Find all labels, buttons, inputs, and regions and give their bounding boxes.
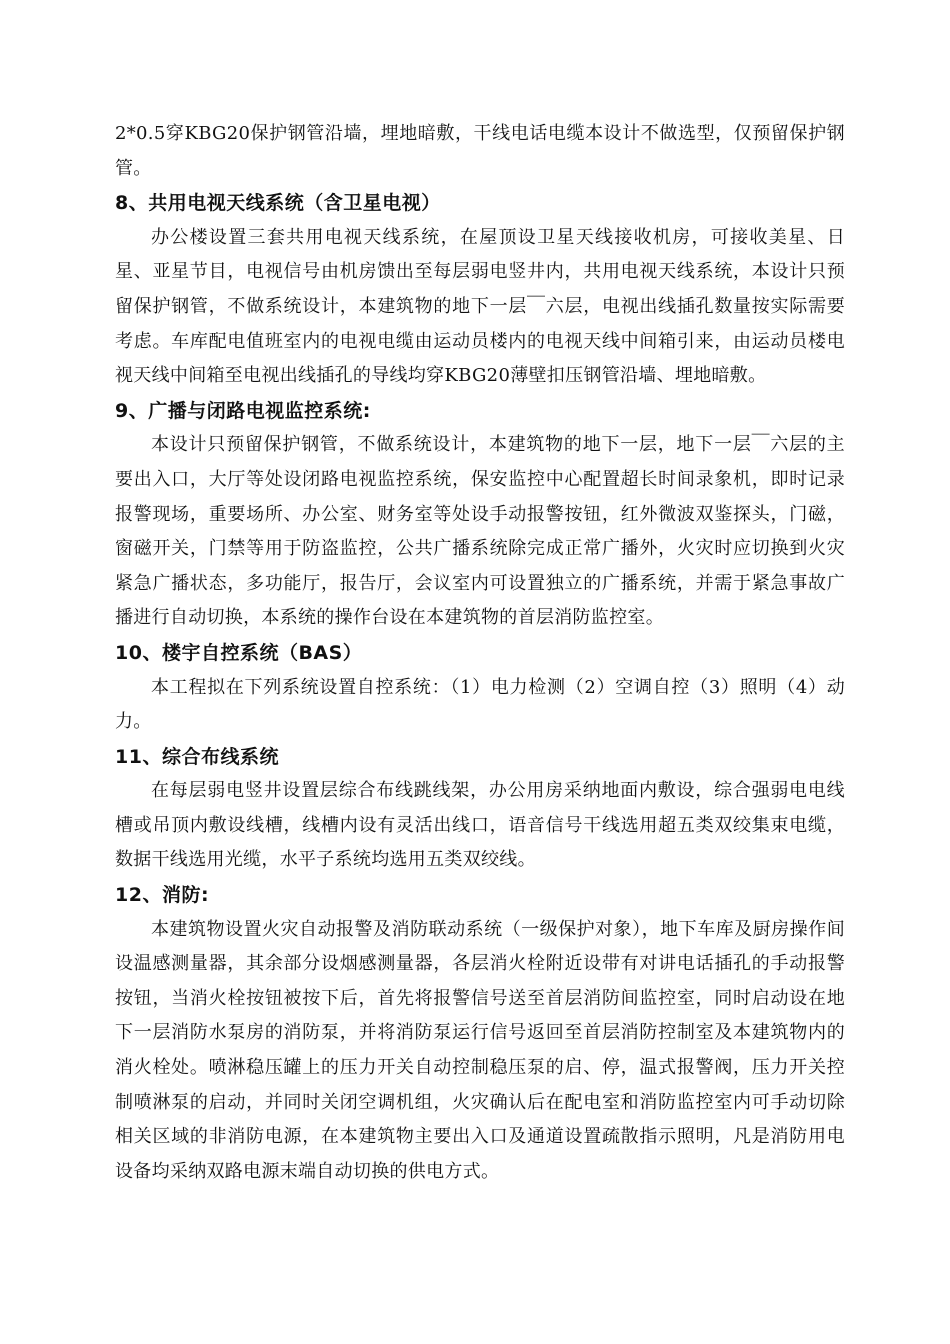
heading-cabling: 11、综合布线系统 [115,745,279,768]
paragraph-fire-protection: 本建筑物设置火灾自动报警及消防联动系统（一级保护对象），地下车库及厨房操作间设温感测量器，其余部分设烟感测量器，各层消火栓附近设带有对讲电话插孔的手动报警按钮，当消火栓按钮被按下后，首先将报警信号送至首层消防间监控室，同时启动设在地下一层消防水泵房的消防泵，并将消防泵运行信号返回至首层消防控制室及本建筑物内的消火栓处。喷淋稳压罐上的压力开关自动控制稳压泵的启、停，温式报警阀，压力开关控制喷淋泵的启动，并同时关闭空调机组，火灾确认后在配电室和消防监控室内可手动切除相关区域的非消防电源，在本建筑物主要出入口及通道设置疏散指示照明，凡是消防用电设备均采纳双路电源末端自动切换的供电方式。 [115,918,845,1182]
heading-broadcast-cctv: 9、广播与闭路电视监控系统: [115,399,371,422]
heading-fire-protection: 12、消防: [115,884,210,907]
paragraph-catv-system: 办公楼设置三套共用电视天线系统，在屋顶设卫星天线接收机房，可接收美星、日星、亚星节目，电视信号由机房馈出至每层弱电竖井内，共用电视天线系统，本设计只预留保护钢管，不做系统设计，本建筑物的地下一层￣六层，电视出线插孔数量按实际需要考虑。车库配电值班室内的电视电缆由运动员楼内的电视天线中间箱引来，由运动员楼电视天线中间箱至电视出线插孔的导线均穿KBG20薄壁扣压钢管沿墙、埋地暗敷。 [115,226,845,387]
document-page [115,117,845,1189]
paragraph-cabling: 在每层弱电竖井设置层综合布线跳线架，办公用房采纳地面内敷设，综合强弱电电线槽或吊顶内敷设线槽，线槽内设有灵活出线口，语音信号干线选用超五类双绞集束电缆，数据干线选用光缆，水平子系统均选用五类双绞线。 [115,780,845,871]
paragraph-bas: 本工程拟在下列系统设置自控系统：（1）电力检测（2）空调自控（3）照明（4）动力。 [115,676,845,733]
paragraph-broadcast-cctv: 本设计只预留保护钢管，不做系统设计，本建筑物的地下一层，地下一层￣六层的主要出入口，大厅等处设闭路电视监控系统，保安监控中心配置超长时间录象机，即时记录报警现场，重要场所、办公室、财务室等处设手动报警按钮，红外微波双鉴探头，门磁，窗磁开关，门禁等用于防盗监控，公共广播系统除完成正常广播外，火灾时应切换到火灾紧急广播状态，多功能厅，报告厅，会议室内可设置独立的广播系统，并需于紧急事故广播进行自动切换，本系统的操作台设在本建筑物的首层消防监控室。 [115,434,845,629]
paragraph-telephone-cable: 2*0.5穿KBG20保护钢管沿墙，埋地暗敷，干线电话电缆本设计不做选型，仅预留保护钢管。 [115,123,845,179]
heading-bas: 10、楼宇自控系统（BAS） [115,641,363,664]
heading-catv-system: 8、共用电视天线系统（含卫星电视） [115,192,441,215]
